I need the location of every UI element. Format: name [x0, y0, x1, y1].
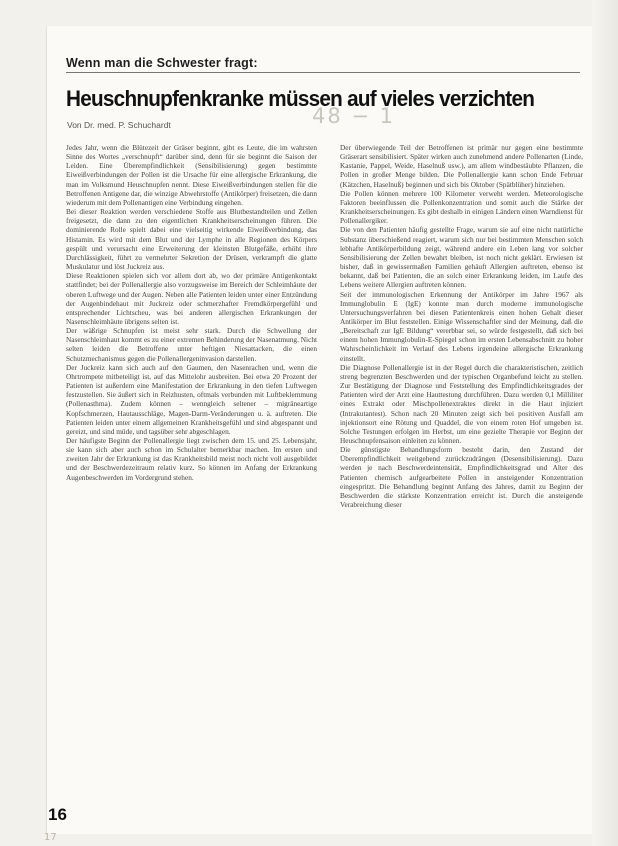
- page-number: 16: [48, 805, 67, 824]
- paragraph: Seit der immunologischen Erkennung der Antikörper im Jahre 1967 als Immunglobulin E (IgE) konnte man durch moderne immunologische Untersuchungsverfahren bei diesen Patientenkreis einen hohen Gehalt dieser Antikörper im Blut feststellen. Einige Wissenschaftler sind der Meinung, daß die „Bereitschaft zur IgE Bildung“ vererbbar sei, so würde festgestellt, daß sich bei einem hohen Immunglobulin-E-Spiegel schon im ersten Lebensabschnitt zu hoher Wahrscheinlichkeit im Verlauf des Lebens irgendeine allergische Erkrankung einstellt.: [340, 289, 583, 363]
- page-edge: [592, 0, 618, 846]
- handwritten-note: 17: [44, 832, 57, 843]
- paragraph: Der wäßrige Schnupfen ist meist sehr stark. Durch die Schwellung der Nasenschleimhaut kommt es zu einer extremen Behinderung der Nasenatmung. Nicht selten leiden die Betroffene unter heftigen Niesattacken, die einen Schutzmechanismus gegen die Pollenallergeninvasion darstellen.: [66, 326, 317, 363]
- paragraph: Diese Reaktionen spielen sich vor allem dort ab, wo der primäre Antigenkontakt stattfindet; bei der Pollenallergie also vorzugsweise im Bereich der Schleimhäute der oberen Luftwege und der Augen. Neben alle Patienten leiden unter einer Entzündung der Augenbindehaut mit Juckreiz oder schmerzhafter Fremdkörpergefühl und entsprechender Lichtscheu, was bei anderen allergischen Erkrankungen der Nasenschleimhäute übrigens selten ist.: [66, 271, 317, 326]
- scan-margin: [0, 0, 46, 846]
- section-kicker: Wenn man die Schwester fragt:: [66, 56, 258, 70]
- handwritten-annotation: 48 − 1: [312, 104, 396, 128]
- paragraph: Der häufigste Beginn der Pollenallergie liegt zwischen dem 15. und 25. Lebensjahr, sie kann sich aber auch schon im Schulalter bemerkbar machen. Im ersten und zweiten Jahr der Erkrankung ist das Krankheitsbild meist noch nicht voll ausgebildet und der Beschwerdezeitraum relativ kurz. So können im Anfang der Erkrankung Augenbeschwerden im Vordergrund stehen.: [66, 436, 317, 482]
- text-column-right: [340, 143, 583, 509]
- paragraph: Jedes Jahr, wenn die Blütezeit der Gräser beginnt, gibt es Leute, die im wahrsten Sinne des Wortes „verschnupft“ darüber sind, denn für sie beginnt die Saison der Leiden. Eine Überempfindlichkeit (Sensibilisierung) gegen bestimmte Eiweißverbindungen der Pollen ist die Ursache für eine allergische Erkrankung, die man im Volksmund Heuschnupfen nennt. Diese Eiweißverbindungen stellen für die Betroffenen Antigene dar, die winzige Abwehrstoffe (Antikörper) freisetzen, die dann wiederum mit dem Pollenantigen eine Verbindung eingehen.: [66, 143, 317, 207]
- kicker-divider: [66, 72, 580, 73]
- paragraph: Die von den Patienten häufig gestellte Frage, warum sie auf eine nicht natürliche Substanz überschießend reagiert, warum sich nur bei bestimmten Menschen solch lebhafte Antikörperbildung zeigt, während andere ein Leben lang vor solcher Sensibilisierung der Zellen bewahrt bleiben, ist noch nicht geklärt. Erwiesen ist bisher, daß in gewissermaßen Familien gehäuft Allergien auftreten, ebenso ist bekannt, daß bei Patienten, die an solch einer Erkrankung leiden, im Laufe des Lebens weitere Allergien auftreten können.: [340, 225, 583, 290]
- paragraph: Die Diagnose Pollenallergie ist in der Regel durch die charakteristischen, zeitlich streng begrenzten Beschwerden und der typischen Organbefund leicht zu stellen. Zur Bestätigung der Diagnose und Feststellung des Empfindlichkeitsgrades der Patienten wird der Arzt eine Hauttestung durchführen. Dazu werden 0,1 Milliliter eines Extrakt oder Mischpollenextraktes direkt in die Haut injiziert (Intrakutantest). Schon nach 20 Minuten zeigt sich bei positiven Ausfall am injektionsort eine Rötung und Quaddel, die von einem roten Hof umgeben ist. Solche Testungen erfolgen im Herbst, um eine gezielte Therapie vor Beginn der Heuschnupfensaison einleiten zu können.: [340, 362, 583, 445]
- text-column-left: [66, 143, 317, 482]
- article-headline: Heuschnupfenkranke müssen auf vieles verzichten: [66, 86, 535, 111]
- article-byline: Von Dr. med. P. Schuchardt: [67, 120, 171, 130]
- paragraph: Die Pollen können mehrere 100 Kilometer verweht werden. Meteorologische Faktoren beeinflussen die Pollenkonzentration und somit auch die Stärke der Krankheitserscheinungen. Es gibt deshalb in einigen Ländern einen Warndienst für Pollenallergiker.: [340, 188, 583, 226]
- paragraph: Die günstigste Behandlungsform besteht darin, den Zustand der Überempfindlichkeit weitgehend zurückzudrängen (Desensibilisierung). Dazu werden je nach Beschwerdeintensität, Empfindlichkeitsgrad und Alter des Patienten chemisch aufgearbeitete Pollen in ansteigender Konzentration eingespritzt. Die Behandlung beginnt Anfang des Jahres, damit zu Beginn der Beschwerden die stärkste Konzentration erreicht ist. Durch die ansteigende Verabreichung dieser: [340, 445, 583, 510]
- paragraph: Der überwiegende Teil der Betroffenen ist primär nur gegen eine bestimmte Gräserart sensibilisiert. Später wirken auch zunehmend andere Pollenarten (Linde, Kastanie, Pappel, Weide, Haselnuß usw.), am allem windbestäubte Pflanzen, die Pollen in großer Menge bilden. Die Pollenallergie kann schon Ende Februar (Kätzchen, Haselnuß) beginnen und sich bis Oktober (Spätblüher) hinziehen.: [340, 143, 583, 189]
- paragraph: Bei dieser Reaktion werden verschiedene Stoffe aus Blutbestandteilen und Zellen freigesetzt, die dann zu den eigentlichen Krankheitserscheinungen führen. Die dominierende Rolle spielt dabei eine vielseitig wirkende Eiweißverbindung, das Histamin. Es wird mit dem Blut und der Lymphe in alle Regionen des Körpers gespült und verursacht eine Erweiterung der kleinsten Blutgefäße, erhöht ihre Durchlässigkeit, führt zu vermehrter Sekretion der Drüsen, verkrampft die glatte Muskulatur und löst Juckreiz aus.: [66, 207, 317, 272]
- paragraph: Der Juckreiz kann sich auch auf den Gaumen, den Nasenrachen und, wenn die Ohrtrompete mitbeteiligt ist, auf das Mittelohr ausbreiten. Bei etwa 20 Prozent der Patienten ist außerdem eine Manifestation der Erkrankung in den tiefen Luftwegen festzustellen. Sie äußert sich in Reizhusten, oftmals verbunden mit Luftbeklemmung (Pollenasthma). Zudem können – wenngleich seltener – migräneartige Kopfschmerzen, Hautausschläge, Magen-Darm-Veränderungen u. ä. auftreten. Die Patienten leiden unter einem allgemeinen Krankheitsgefühl und sind abgespannt und gereizt, und sind müde, und tagsüber sehr abgeschlagen.: [66, 362, 317, 436]
